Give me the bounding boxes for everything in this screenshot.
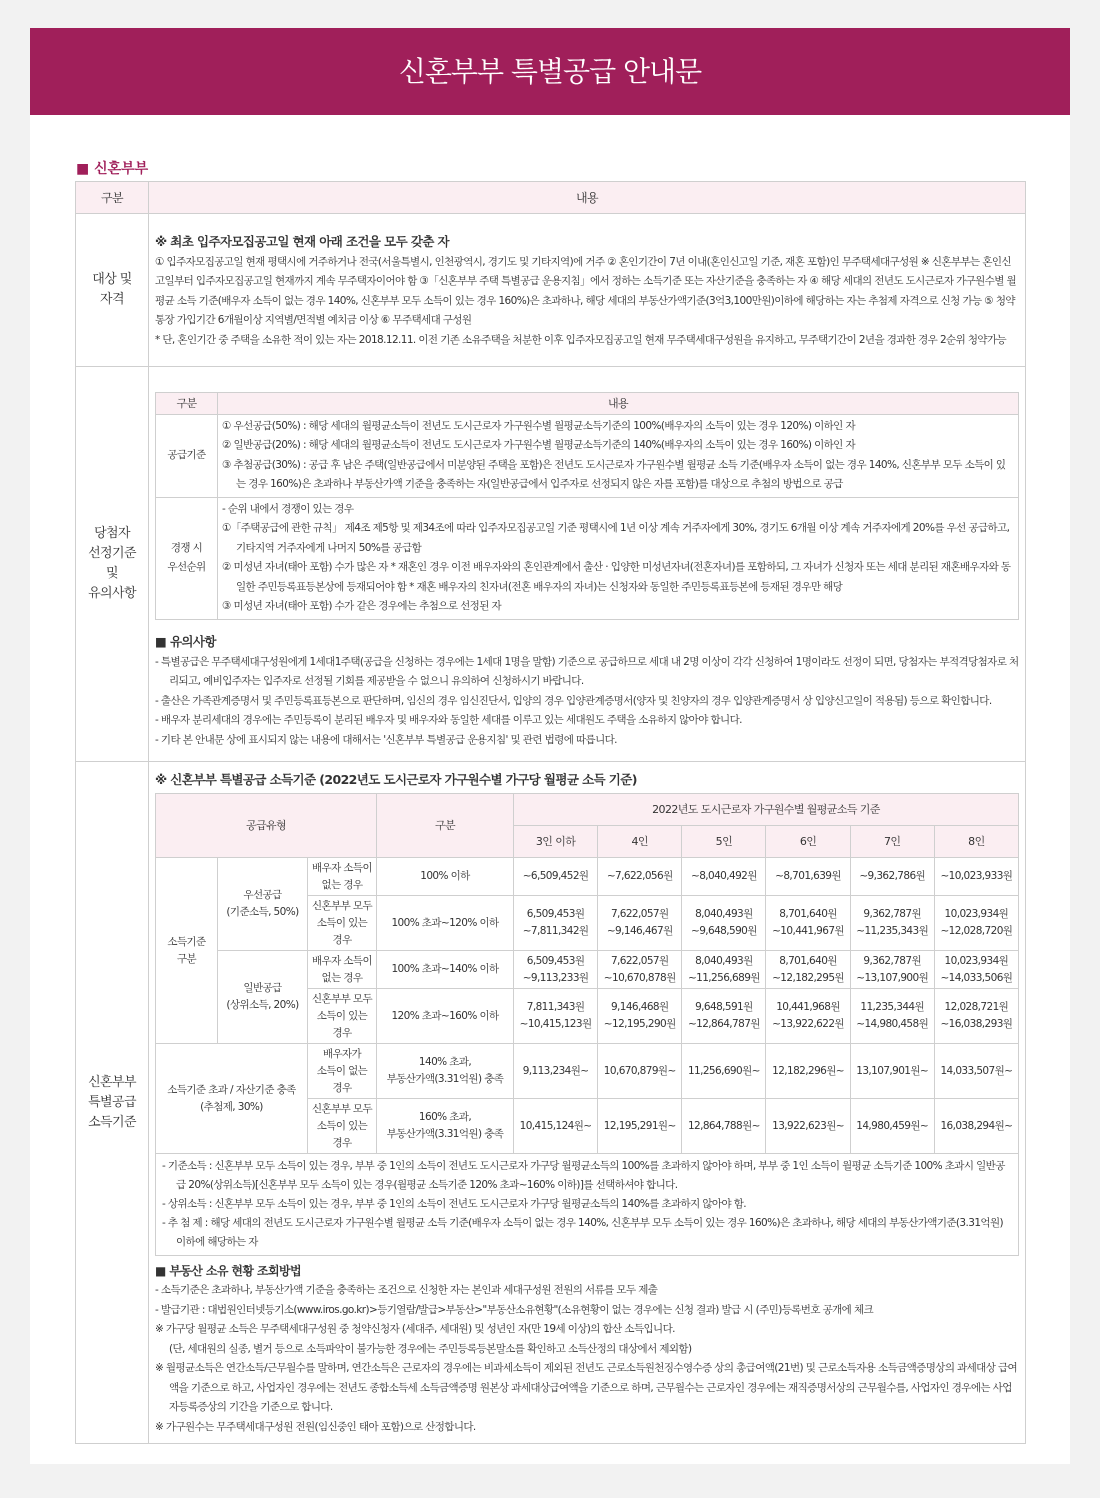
priority-line: ③ 미성년 자녀(태아 포함) 수가 같은 경우에는 추첨으로 선정된 자 [222,600,502,613]
note-item: - 배우자 분리세대의 경우에는 주민등록이 분리된 배우자 및 배우자와 동일한 세대를 이루고 있는 세대원도 주택을 소유하지 않아야 합니다. [155,714,742,727]
selection-label: 당첨자 선정기준 및 유의사항 [76,367,149,762]
col-household: 7인 [850,826,934,858]
value-cell: 9,146,468원 ~12,195,290원 [598,989,682,1044]
value-cell: ~8,701,639원 [766,858,850,896]
income-table [155,793,1019,1256]
notice-page [30,28,1070,1464]
value-cell: 8,040,493원 ~11,256,689원 [682,951,766,989]
priority-line: - 순위 내에서 경쟁이 있는 경우 [222,502,354,515]
eligibility-note: * 단, 혼인기간 중 주택을 소유한 적이 있는 자는 2018.12.11. 이전 기존 소유주택을 처분한 이후 입주자모집공고일 현재 무주택세대구성원을 유지하고, 무주택기간이 2년을 경과한 경우 2순위 청약가능 [155,333,1007,346]
cond-cell: 신혼부부 모두 소득이 있는 경우 [308,989,377,1044]
value-cell: 8,701,640원 ~12,182,295원 [766,951,850,989]
value-cell: 10,441,968원 ~13,922,622원 [766,989,850,1044]
cond-cell: 배우자가 소득이 없는 경우 [308,1044,377,1099]
page-title: 신혼부부 특별공급 안내문 [30,28,1070,115]
value-cell: 14,980,459원~ [850,1099,934,1154]
col-household: 6인 [766,826,850,858]
section-label: ■ 신혼부부 [76,161,149,177]
property-line: ※ 월평균소득은 연간소득/근무월수를 말하며, 연간소득은 근로자의 경우에는 비과세소득이 제외된 전년도 근로소득원천징수영수증 상의 총급여액(21번) 및 근로소득자용 소득금액증명상의 과세대상 급여액을 기준으로 하고, 사업자인 경우에는 전년도 종합소득세 소득금액증명 원본상 과세대상급여액을 기준으로 하며, 근무월수는 근로자인 경우에는 재직증명서상의 근무월수를, 사업자인 경우에는 사업자등록증상의 기간을 기준으로 합니다. [155,1362,1018,1413]
value-cell: 10,670,879원~ [598,1044,682,1099]
eligibility-text: ① 입주자모집공고일 현재 평택시에 거주하거나 전국(서울특별시, 인천광역시, 경기도 및 기타지역)에 거주 ② 혼인기간이 7년 이내(혼인신고일 기준, 재혼 포함)인 무주택세대구성원 ※ 신혼부부는 혼인신고일부터 입주자모집공고일 현재까지 계속 무주택자이어야 함 ③「신혼부부 주택 특별공급 운용지침」에서 정하는 소득기준 또는 자산기준을 충족하는 자 ④ 해당 세대의 전년도 도시근로자 가구원수별 월평균 소득 기준(배우자 소득이 없는 경우 140%, 신혼부부 모두 소득이 있는 경우 160%)은 초과하나, 해당 세대의 부동산가액기준(3억3,100만원)이하에 해당하는 자는 추첨제 자격으로 신청 가능 ⑤ 청약통장 가입기간 6개월이상 지역별/면적별 예치금 이상 ⑥ 무주택세대 구성원 [155,255,1017,327]
definition-item: - 추 첨 제 : 해당 세대의 전년도 도시근로자 가구원수별 월평균 소득 기준(배우자 소득이 없는 경우 140%, 신혼부부 모두 소득이 있는 경우 160%)은 초과하나, 해당 세대의 부동산가액기준(3.31억원) 이하에 해당하는 자 [162,1217,1003,1248]
range-cell: 120% 초과~160% 이하 [377,989,514,1044]
property-heading: ■ 부동산 소유 현황 조회방법 [155,1264,301,1278]
range-cell: 140% 초과, 부동산가액(3.31억원) 충족 [377,1044,514,1099]
priority-label: 경쟁 시 우선순위 [156,497,218,619]
header-content: 내용 [149,182,1026,214]
range-cell: 100% 초과~140% 이하 [377,951,514,989]
income-label: 신혼부부 특별공급 소득기준 [76,762,149,1444]
main-table [75,181,1026,1444]
value-cell: 9,362,787원 ~11,235,343원 [850,896,934,951]
value-cell: 6,509,453원 ~9,113,233원 [514,951,598,989]
property-line: ※ 가구원수는 무주택세대구성원 전원(임신중인 태아 포함)으로 산정합니다. [155,1420,476,1433]
value-cell: 12,182,296원~ [766,1044,850,1099]
note-item: - 출산은 가족관계증명서 및 주민등록표등본으로 판단하며, 임신의 경우 임신진단서, 입양의 경우 입양관계증명서(양자 및 친양자의 경우 입양관계증명서 상 입양신고일이 적용됨) 등으로 확인합니다. [155,694,992,707]
definition-item: - 기준소득 : 신혼부부 모두 소득이 있는 경우, 부부 중 1인의 소득이 전년도 도시근로자 가구당 월평균소득의 100%를 초과하지 않아야 하며, 부부 중 1인 소득이 월평균 소득기준 100% 초과시 일반공급 20%(상위소득)[신혼부부 모두 소득이 있는 경우(월평균 소득기준 120% 초과~160% 이하)]를 선택하셔야 합니다. [162,1160,1005,1191]
cond-cell: 배우자 소득이 없는 경우 [308,858,377,896]
sub-priority: 우선공급 (기준소득, 50%) [218,858,308,951]
sub-general: 일반공급 (상위소득, 20%) [218,951,308,1044]
selection-table [155,392,1019,620]
col-household: 8인 [934,826,1018,858]
value-cell: ~8,040,492원 [682,858,766,896]
value-cell: 8,040,493원 ~9,648,590원 [682,896,766,951]
value-cell: 9,648,591원 ~12,864,787원 [682,989,766,1044]
supply-line: ① 우선공급(50%) : 해당 세대의 월평균소득이 전년도 도시근로자 가구원수별 월평균소득기준의 100%(배우자의 소득이 있는 경우 120%) 이하인 자 [222,419,856,432]
notes-heading: ■ 유의사항 [155,633,216,649]
value-cell: 7,622,057원 ~9,146,467원 [598,896,682,951]
value-cell: 12,195,291원~ [598,1099,682,1154]
note-item: - 특별공급은 무주택세대구성원에게 1세대1주택(공급을 신청하는 경우에는 1세대 1명을 말함) 기준으로 공급하므로 세대 내 2명 이상이 각각 신청하여 1명이라도 선정이 되면, 당첨자는 부적격당첨자로 처리되고, 예비입주자는 입주자로 선정될 기회를 제공받을 수 없으니 유의하여 신청하시기 바랍니다. [155,655,1019,688]
value-cell: ~9,362,786원 [850,858,934,896]
value-cell: 11,235,344원 ~14,980,458원 [850,989,934,1044]
value-cell: 13,922,623원~ [766,1099,850,1154]
priority-line: ①「주택공급에 관한 규칙」 제4조 제5항 및 제34조에 따라 입주자모집공고일 기준 평택시에 1년 이상 계속 거주자에게 30%, 경기도 6개월 이상 계속 거주자에게 20%를 우선 공급하고, 기타지역 거주자에게 나머지 50%를 공급함 [222,522,1010,554]
supply-label: 공급기준 [156,414,218,497]
value-cell: 6,509,453원 ~7,811,342원 [514,896,598,951]
value-cell: ~7,622,056원 [598,858,682,896]
range-cell: 100% 초과~120% 이하 [377,896,514,951]
value-cell: 12,864,788원~ [682,1099,766,1154]
definition-item: - 상위소득 : 신혼부부 모두 소득이 있는 경우, 부부 중 1인의 소득이 전년도 도시근로자 가구당 월평균소득의 140%를 초과하지 않아야 함. [162,1198,747,1210]
col-division: 구분 [377,794,514,858]
value-cell: 9,362,787원 ~13,107,900원 [850,951,934,989]
group-excess: 소득기준 초과 / 자산기준 충족 (추첨제, 30%) [156,1044,308,1154]
value-cell: 10,415,124원~ [514,1099,598,1154]
selection-header-category: 구분 [156,392,218,414]
cond-cell: 신혼부부 모두 소득이 있는 경우 [308,1099,377,1154]
cond-cell: 배우자 소득이 없는 경우 [308,951,377,989]
value-cell: 10,023,934원 ~12,028,720원 [934,896,1018,951]
value-cell: ~10,023,933원 [934,858,1018,896]
supply-line: ③ 추첨공급(30%) : 공급 후 남은 주택(일반공급에서 미분양된 주택을 포함)은 전년도 도시근로자 가구원수별 월평균 소득 기준(배우자 소득이 없는 경우 140%, 신혼부부 모두 소득이 있는 경우 160%)은 초과하나 부동산가액 기준을 충족하는 자(일반공급에서 입주자로 선정되지 않은 자를 포함)를 대상으로 추첨의 방법으로 공급 [222,458,1006,491]
property-line: ※ 가구당 월평균 소득은 무주택세대구성원 중 청약신청자 (세대주, 세대원) 및 성년인 자(만 19세 이상)의 합산 소득입니다. [155,1323,675,1335]
value-cell: 10,023,934원 ~14,033,506원 [934,951,1018,989]
range-cell: 100% 이하 [377,858,514,896]
priority-line: ② 미성년 자녀(태아 포함) 수가 많은 자 * 재혼인 경우 이전 배우자와의 혼인관계에서 출산 · 입양한 미성년자녀(전혼자녀)를 포함하되, 그 자녀가 신청자 또는 세대 분리된 재혼배우자와 동일한 주민등록표등본상에 등재되어야 함 * 재혼 배우자의 친자녀(전혼 배우자의 자녀)는 신청자와 동일한 주민등록표등본에 등재된 경우만 해당 [222,561,1011,593]
col-household: 4인 [598,826,682,858]
range-cell: 160% 초과, 부동산가액(3.31억원) 충족 [377,1099,514,1154]
col-household: 5인 [682,826,766,858]
income-heading: ※ 신혼부부 특별공급 소득기준 (2022년도 도시근로자 가구원수별 가구당 월평균 소득 기준) [155,772,637,787]
group-income: 소득기준 구분 [156,858,218,1044]
value-cell: 12,028,721원 ~16,038,293원 [934,989,1018,1044]
cond-cell: 신혼부부 모두 소득이 있는 경우 [308,896,377,951]
value-cell: 7,622,057원 ~10,670,878원 [598,951,682,989]
property-line: - 소득기준은 초과하나, 부동산가액 기준을 충족하는 조건으로 신청한 자는 본인과 세대구성원 전원의 서류를 모두 제출 [155,1284,658,1296]
property-line: - 발급기관 : 대법원인터넷등기소(www.iros.go.kr)>등기열람/발급>부동산>"부동산소유현황"(소유현황이 없는 경우에는 신청 결과) 발급 시 (주민)등록번호 공개에 체크 [155,1303,874,1316]
value-cell: 14,033,507원~ [934,1044,1018,1099]
header-category: 구분 [76,182,149,214]
col-supply-type: 공급유형 [156,794,377,858]
col-household: 3인 이하 [514,826,598,858]
eligibility-label: 대상 및 자격 [76,214,149,367]
value-cell: 11,256,690원~ [682,1044,766,1099]
supply-line: ② 일반공급(20%) : 해당 세대의 월평균소득이 전년도 도시근로자 가구원수별 월평균소득기준의 140%(배우자의 소득이 있는 경우 160%) 이하인 자 [222,439,856,452]
value-cell: 16,038,294원~ [934,1099,1018,1154]
value-cell: 7,811,343원 ~10,415,123원 [514,989,598,1044]
col-household-group: 2022년도 도시근로자 가구원수별 월평균소득 기준 [514,794,1019,826]
value-cell: 13,107,901원~ [850,1044,934,1099]
property-line: (단, 세대원의 실종, 별거 등으로 소득파악이 불가능한 경우에는 주민등록등본말소를 확인하고 소득산정의 대상에서 제외함) [169,1342,692,1355]
value-cell: ~6,509,452원 [514,858,598,896]
value-cell: 9,113,234원~ [514,1044,598,1099]
selection-header-content: 내용 [218,392,1019,414]
value-cell: 8,701,640원 ~10,441,967원 [766,896,850,951]
eligibility-heading: ※ 최초 입주자모집공고일 현재 아래 조건을 모두 갖춘 자 [155,233,450,249]
note-item: - 기타 본 안내문 상에 표시되지 않는 내용에 대해서는 '신혼부부 특별공급 운용지침' 및 관련 법령에 따릅니다. [155,733,617,746]
